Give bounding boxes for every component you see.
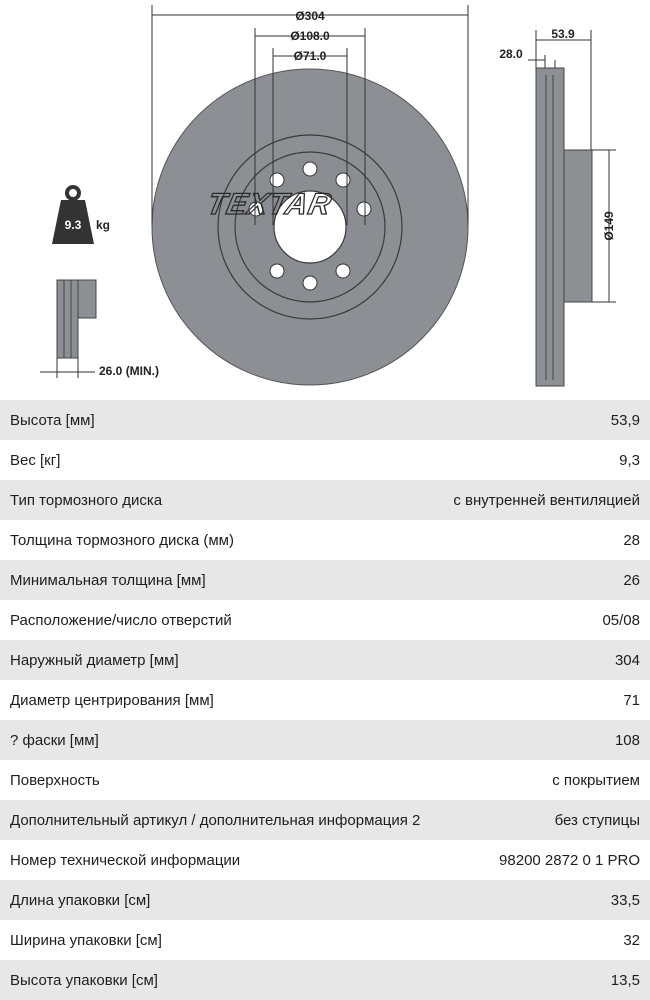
- disc-front-view: [152, 69, 468, 385]
- outer-diameter-label: Ø304: [295, 9, 325, 23]
- brand-logo: TEXTAR: [204, 188, 335, 221]
- spec-label: Дополнительный артикул / дополнительная информация 2: [10, 811, 421, 829]
- spec-value: с покрытием: [552, 771, 640, 789]
- spec-label: Номер технической информации: [10, 851, 241, 869]
- spec-value: 71: [623, 691, 640, 709]
- spec-value: 28: [623, 531, 640, 549]
- weight-icon: [52, 187, 94, 244]
- spec-value: без ступицы: [554, 811, 640, 829]
- spec-row: [0, 840, 650, 880]
- spec-label: Наружный диаметр [мм]: [10, 651, 179, 669]
- spec-label: Ширина упаковки [см]: [10, 931, 162, 949]
- spec-row: [0, 480, 650, 520]
- spec-label: Диаметр центрирования [мм]: [10, 691, 214, 709]
- spec-row: [0, 400, 650, 440]
- spec-value: с внутренней вентиляцией: [453, 491, 640, 509]
- spec-row: [0, 560, 650, 600]
- center-bore-label: Ø71.0: [293, 49, 327, 63]
- spec-label: Высота упаковки [см]: [10, 971, 158, 989]
- spec-value: 9,3: [619, 451, 640, 469]
- spec-row: [0, 640, 650, 680]
- spec-label: Расположение/число отверстий: [10, 611, 232, 629]
- spec-label: Длина упаковки [см]: [10, 891, 151, 909]
- spec-row: [0, 920, 650, 960]
- thickness-label: 28.0: [499, 47, 523, 61]
- spec-row: [0, 760, 650, 800]
- bolt-circle-label: Ø108.0: [290, 29, 330, 43]
- hat-diameter-label: Ø149: [602, 211, 616, 241]
- spec-row: [0, 880, 650, 920]
- spec-label: Минимальная толщина [мм]: [10, 571, 206, 589]
- disc-side-view: [536, 68, 592, 386]
- spec-label: Вес [кг]: [10, 451, 61, 469]
- spec-label: Толщина тормозного диска (мм): [10, 531, 234, 549]
- spec-value: 108: [614, 731, 640, 749]
- min-thickness-label: 26.0 (MIN.): [99, 364, 160, 378]
- spec-value: 304: [614, 651, 640, 669]
- weight-value: 9.3: [64, 218, 82, 232]
- spec-value: 53,9: [610, 411, 640, 429]
- spec-row: [0, 680, 650, 720]
- spec-value: 13,5: [610, 971, 640, 989]
- spec-row: [0, 440, 650, 480]
- brake-disc-drawing: [0, 0, 650, 400]
- spec-row: [0, 520, 650, 560]
- spec-value: 32: [623, 931, 640, 949]
- spec-value: 05/08: [602, 611, 640, 629]
- spec-row: [0, 720, 650, 760]
- spec-label: Высота [мм]: [10, 411, 95, 429]
- spec-value: 98200 2872 0 1 PRO: [499, 851, 640, 869]
- spec-row: [0, 960, 650, 1000]
- spec-value: 33,5: [610, 891, 640, 909]
- spec-value: 26: [623, 571, 640, 589]
- spec-table: [0, 400, 650, 1000]
- weight-unit: kg: [96, 218, 111, 232]
- min-thickness-profile: [57, 280, 96, 358]
- spec-row: [0, 600, 650, 640]
- spec-label: ? фаски [мм]: [10, 731, 99, 749]
- spec-label: Поверхность: [10, 771, 100, 789]
- spec-label: Тип тормозного диска: [10, 491, 163, 509]
- spec-row: [0, 800, 650, 840]
- height-label: 53.9: [551, 27, 575, 41]
